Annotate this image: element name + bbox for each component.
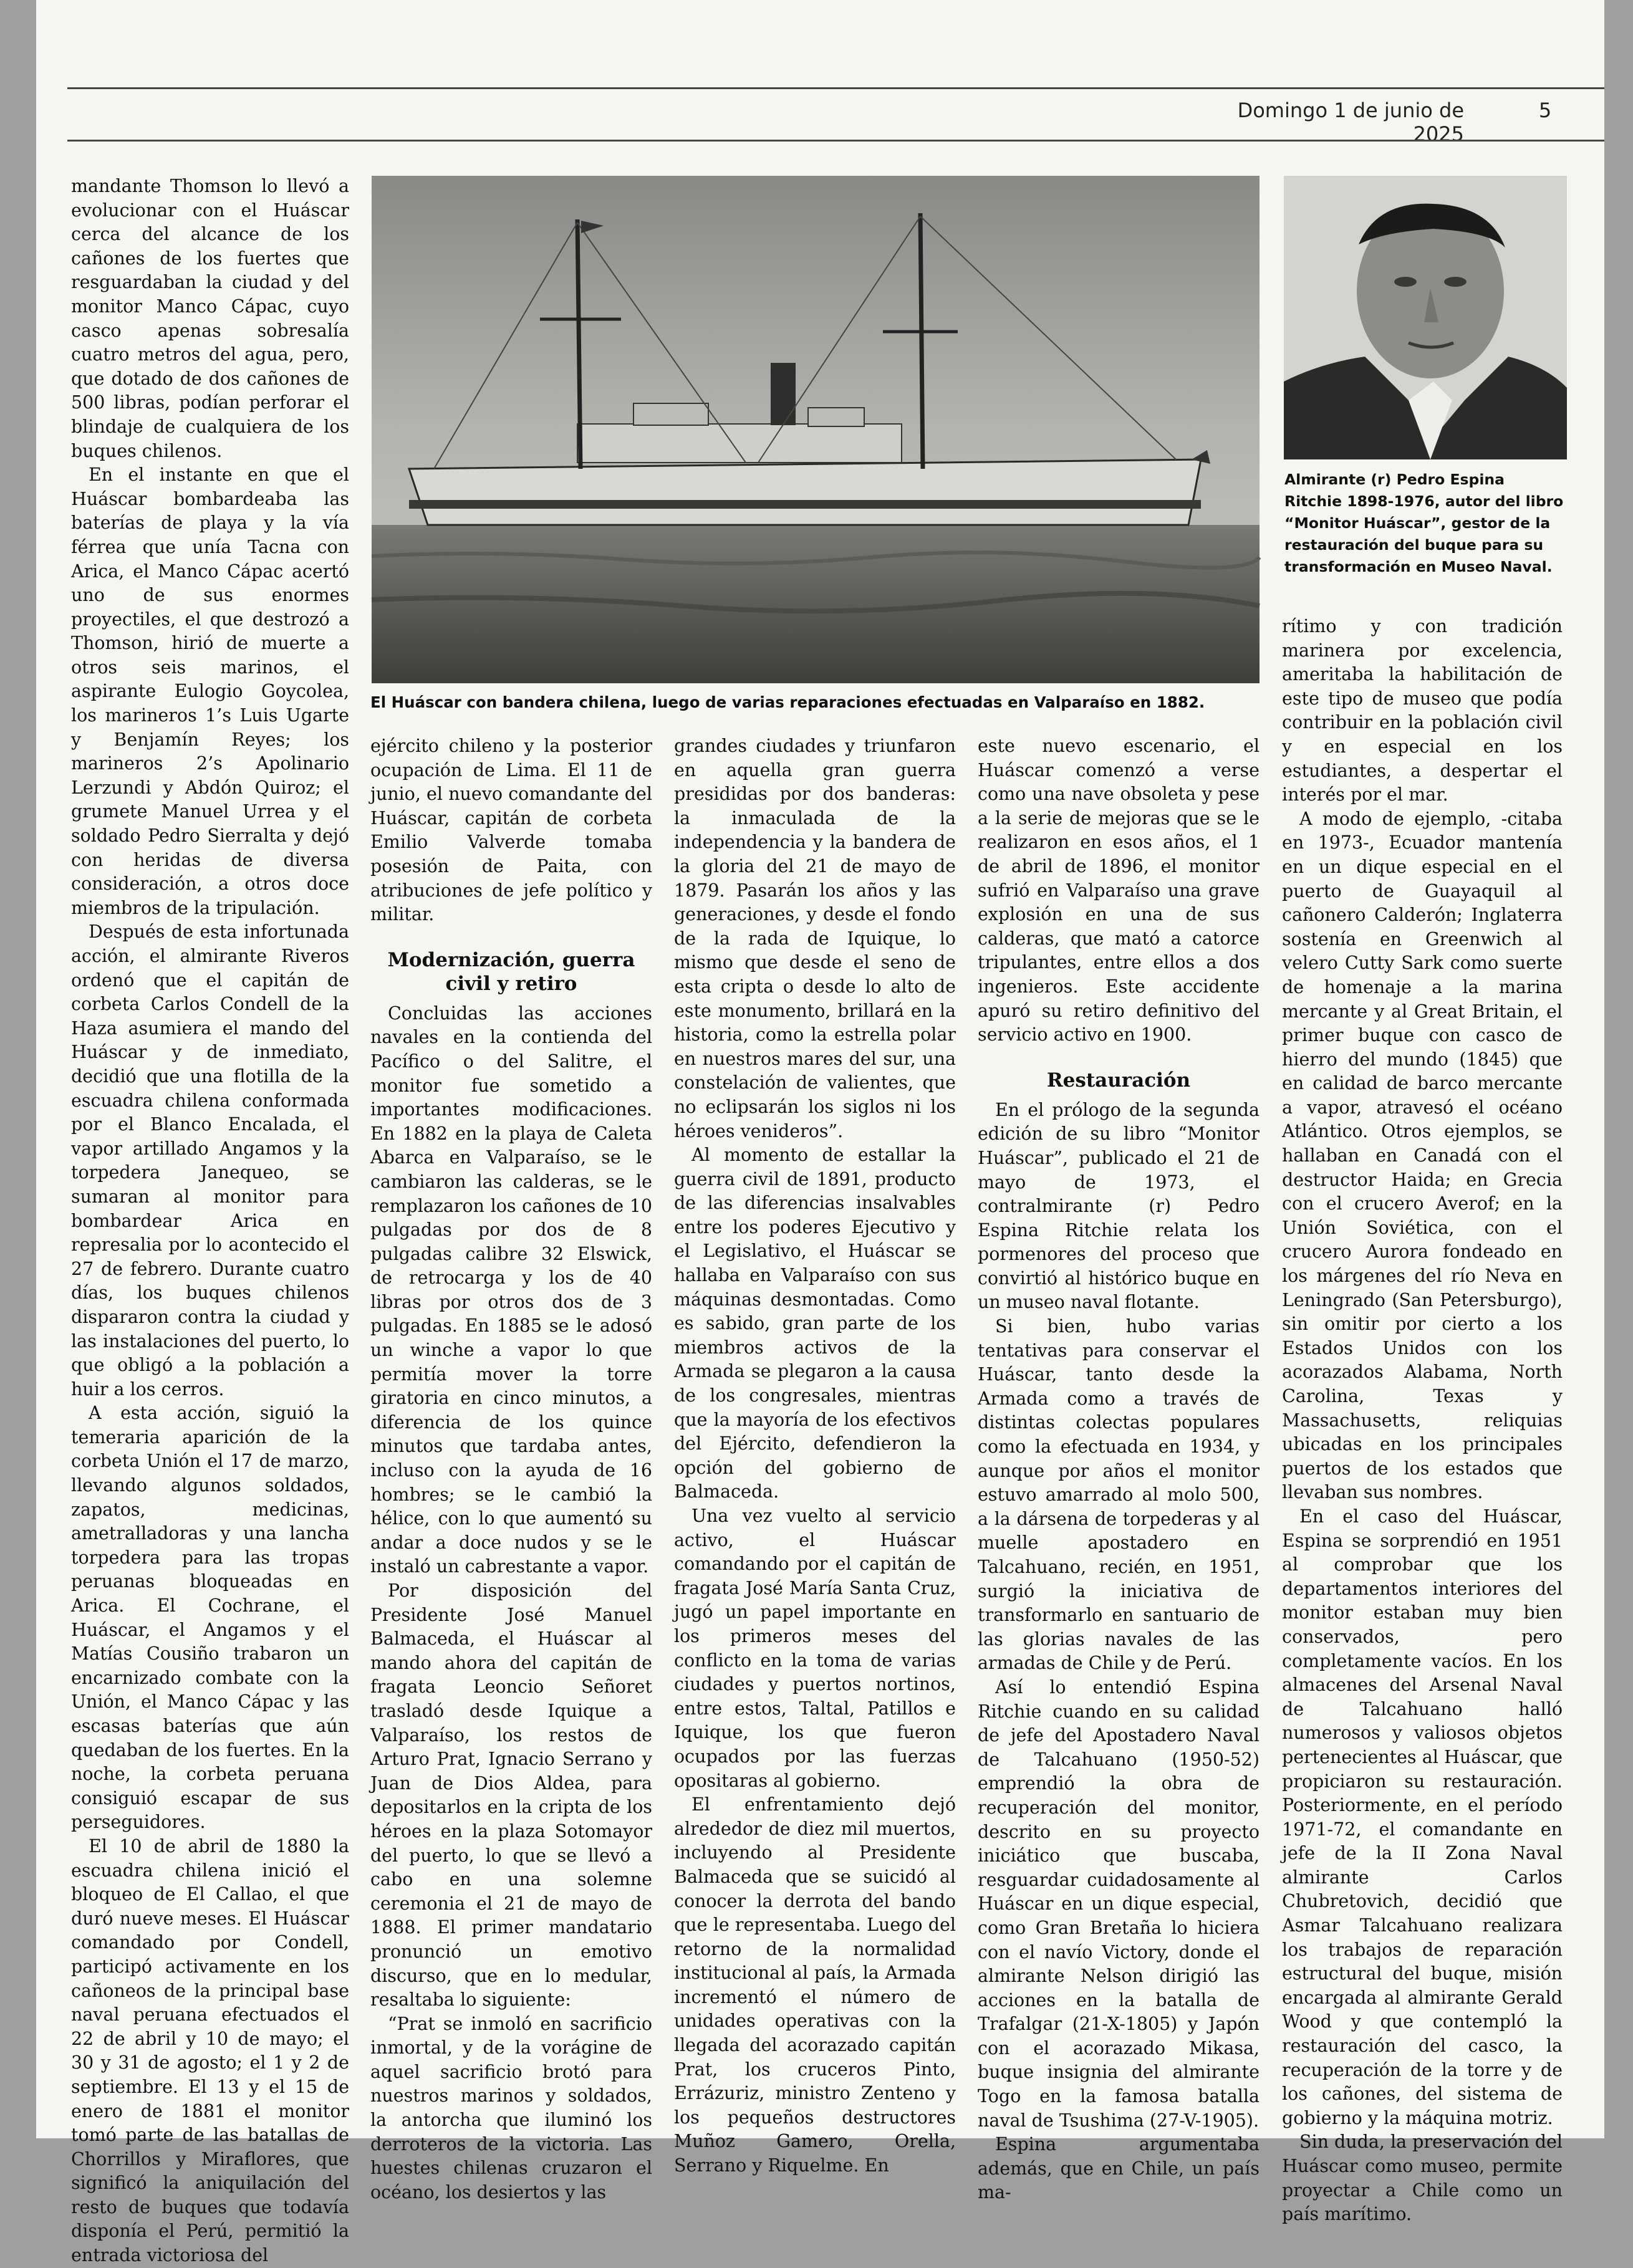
article-column-4 xyxy=(978,734,1260,2203)
article-column-2 xyxy=(370,734,652,2203)
paragraph: Espina argumentaba además, que en Chile, un país ma- xyxy=(978,2134,1260,2203)
paragraph: El enfrentamiento dejó alrededor de diez mil muertos, incluyendo al Presidente Balmaceda que se suicidó al conocer la derrota del bando que le representaba. Luego del retorno de la normalidad institucional al país, la Armada incrementó el número de unidades operativas con la llegada del acorazado capitán Prat, los cruceros Pinto, Errázuriz, ministro Zenteno y los pequeños destructores Muñoz Gamero, Orella, Serrano y Riquelme. En xyxy=(674,1794,956,2176)
paragraph: Después de esta infortunada acción, el almirante Riveros ordenó que el capitán de corbeta Carlos Condell de la Haza asumiera el mando del Huáscar y de inmediato, decidió que una flotilla de la escuadra chilena conformada por el Blanco Encalada, el vapor artillado Angamos y la torpedera Janequeo, se sumaran al monitor para bombardear Arica en represalia por lo acontecido el 27 de febrero. Durante cuatro días, los buques chilenos dispararon contra la ciudad y las instalaciones del puerto, lo que obligó a la población a huir a los cerros. xyxy=(71,921,349,1400)
article-column-1 xyxy=(71,175,349,2266)
paragraph: El 10 de abril de 1880 la escuadra chilena inició el bloqueo de El Callao, el que duró nueve meses. El Huáscar comandado por Condell, participó activamente en los cañoneos de la principal base naval peruana efectuados el 22 de abril y 10 de mayo; el 30 y 31 de agosto; el 1 y 2 de septiembre. El 13 y el 15 de enero de 1881 el monitor tomó parte de las batallas de Chorrillos y Miraflores, que significó la aniquilación del resto de buques que todavía disponía el Perú, permitió la entrada victoriosa del xyxy=(71,1835,349,2266)
paragraph: este nuevo escenario, el Huáscar comenzó a verse como una nave obsoleta y pese a la serie de mejoras que se le realizaron en esos años, el 1 de abril de 1896, el monitor sufrió en Valparaíso una grave explosión en una de sus calderas, que mató a catorce tripulantes, entre ellos a dos ingenieros. Este accidente apuró su retiro definitivo del servicio activo en 1900. xyxy=(978,736,1260,1045)
section-subhead-modernizacion: Modernización, guerra civil y retiro xyxy=(387,948,635,995)
paragraph: Al momento de estallar la guerra civil de 1891, producto de las diferencias insalvables entre los poderes Ejecutivo y el Legislativo, el Huáscar se hallaba en Valparaíso con sus máquinas desmontadas. Como es sabido, gran parte de los miembros activos de la Armada se plegaron a la causa de los congresales, mientras que la mayoría de los efectivos del Ejército, defendieron la opción del gobierno de Balmaceda. xyxy=(674,1145,956,1502)
newspaper-page xyxy=(36,0,1604,2266)
article-column-3 xyxy=(674,734,956,2176)
article-column-5 xyxy=(1282,615,1563,2225)
paragraph: Si bien, hubo varias tentativas para conservar el Huáscar, tanto desde la Armada como a través de distintas colectas populares como la efectuada en 1934, y aunque por años el monitor estuvo amarrado al molo 500, a la dársena de torpederas y al muelle apostadero en Talcahuano, recién, en 1951, surgió la iniciativa de transformarlo en santuario de las glorias navales de las armadas de Chile y de Perú. xyxy=(978,1316,1260,1674)
paragraph: Sin duda, la preservación del Huáscar como museo, permite proyectar a Chile como un país marítimo. xyxy=(1282,2131,1563,2225)
paragraph: Así lo entendió Espina Ritchie cuando en su calidad de jefe del Apostadero Naval de Talcahuano (1950-52) emprendió la obra de recuperación del monitor, descrito en su proyecto iniciático que buscaba, resguardar cuidadosamente al Huáscar en un dique especial, como Gran Bretaña lo hiciera con el navío Victory, donde el almirante Nelson dirigió las acciones en la batalla de Trafalgar (21-X-1805) y Japón con el acorazado Mikasa, buque insignia del almirante Togo en la famosa batalla naval de Tsushima (27-V-1905). xyxy=(978,1676,1260,2131)
top-rule xyxy=(67,87,1604,89)
paragraph: mandante Thomson lo llevó a evolucionar con el Huáscar cerca del alcance de los cañones de los fuertes que resguardaban la ciudad y del monitor Manco Cápac, cuyo casco apenas sobresalía cuatro metros del agua, pero, que dotado de dos cañones de 500 libras, podían perforar el blindaje de cualquiera de los buques chilenos. xyxy=(71,176,349,461)
paragraph: rítimo y con tradición marinera por excelencia, ameritaba la habilitación de este tipo de museo que podía contribuir en la población civil y en especial en los estudiantes, a despertar el interés por el mar. xyxy=(1282,616,1563,805)
paragraph: grandes ciudades y triunfaron en aquella gran guerra presididas por dos banderas: la inmaculada de la independencia y la bandera de la gloria del 21 de mayo de 1879. Pasarán los años y las generaciones, y desde el fondo de la rada de Iquique, lo mismo que desde el seno de esta cripta o desde lo alto de este monumento, brillará en la historia, como la estrella polar en nuestros mares del sur, una constelación de valientes, que no eclipsarán los siglos ni los héroes venideros”. xyxy=(674,736,956,1141)
ship-photo-caption: El Huáscar con bandera chilena, luego de varias reparaciones efectuadas en Valparaíso en 1882. xyxy=(370,693,1205,711)
portrait-photo xyxy=(1284,176,1567,459)
portrait-photo-caption: Almirante (r) Pedro Espina Ritchie 1898-1976, autor del libro “Monitor Huáscar”, gestor de la restauración del buque para su transformación en Museo Naval. xyxy=(1284,471,1564,575)
paragraph: En el caso del Huáscar, Espina se sorprendió en 1951 al comprobar que los departamentos interiores del monitor estaban muy bien conservados, pero completamente vacíos. En los almacenes del Arsenal Naval de Talcahuano halló numerosos y valiosos objetos pertenecientes al Huáscar, que propiciaron su restauración. Posteriormente, en el período 1971-72, el comandante en jefe de la II Zona Naval almirante Carlos Chubretovich, decidió que Asmar Talcahuano realizara los trabajos de reparación estructural del buque, misión encargada al almirante Gerald Wood y que contempló la restauración del casco, la recuperación de la torre y de los cañones, del sistema de gobierno y la máquina motriz. xyxy=(1282,1506,1563,2128)
paragraph: A esta acción, siguió la temeraria aparición de la corbeta Unión el 17 de marzo, llevando algunos soldados, zapatos, medicinas, ametralladoras y una lancha torpedera para las tropas peruanas bloqueadas en Arica. El Cochrane, el Huáscar, el Angamos y el Matías Cousiño trabaron un encarnizado combate con la Unión, el Manco Cápac y las escasas baterías que aún quedaban de los fuertes. En la noche, la corbeta peruana consiguió escapar de sus perseguidores. xyxy=(71,1403,349,1833)
ship-photo xyxy=(372,176,1260,683)
header-rule xyxy=(67,140,1604,142)
page-number: 5 xyxy=(1538,99,1552,122)
paragraph: “Prat se inmoló en sacrificio inmortal, y de la vorágine de aquel sacrificio brotó para nuestros marinos y soldados, la antorcha que iluminó los derroteros de la victoria. Las huestes chilenas cruzaron el océano, los desiertos y las xyxy=(370,2013,652,2203)
paragraph: Concluidas las acciones navales en la contienda del Pacífico o del Salitre, el monitor fue sometido a importantes modificaciones. En 1882 en la playa de Caleta Abarca en Valparaíso, se le cambiaron las calderas, se le remplazaron los cañones de 10 pulgadas por dos de 8 pulgadas calibre 32 Elswick, de retrocarga y los de 40 libras por otros dos de 3 pulgadas. En 1885 se le adosó un winche a vapor lo que permitía mover la torre giratoria en cinco minutos, a diferencia de los quince minutos que tardaba antes, incluso con la ayuda de 16 hombres; se le cambió la hélice, con lo que aumentó su andar a doce nudos y se le instaló un cabrestante a vapor. xyxy=(370,1002,652,1577)
paragraph: En el instante en que el Huáscar bombardeaba las baterías de playa y la vía férrea que unía Tacna con Arica, el Manco Cápac acertó uno de sus enormes proyectiles, el que destrozó a Thomson, hirió de muerte a otros seis marinos, el aspirante Eulogio Goycolea, los marineros 1’s Luis Ugarte y Benjamín Reyes; los marineros 2’s Apolinario Lerzundi y Abdón Quiroz; el grumete Manuel Urrea y el soldado Pedro Sierralta y dejó con heridas de diversa consideración, a otros doce miembros de la tripulación. xyxy=(71,464,349,918)
paragraph: A modo de ejemplo, -citaba en 1973-, Ecuador mantenía en un dique especial en el puerto de Guayaquil al cañonero Calderón; Inglaterra sostenía en Greenwich al velero Cutty Sark como suerte de homenaje a la marina mercante y al Great Britain, el primer buque con casco de hierro del mundo (1845) que en calidad de barco mercante a vapor, atravesó el océano Atlántico. Otros ejemplos, se hallaban en Canadá con el destructor Haida; en Grecia con el crucero Averof; en la Unión Soviética, con el crucero Aurora fondeado en los márgenes del río Neva en Leningrado (San Petersburgo), sin omitir por cierto a los Estados Unidos con los acorazados Alabama, North Carolina, Texas y Massachusetts, reliquias ubicadas en los principales puertos de los estados que llevaban sus nombres. xyxy=(1282,808,1563,1503)
section-subhead-restauracion: Restauración xyxy=(1046,1069,1191,1092)
paragraph: Por disposición del Presidente José Manuel Balmaceda, el Huáscar al mando ahora del capitán de fragata Leoncio Señoret trasladó desde Iquique a Valparaíso, los restos de Arturo Prat, Ignacio Serrano y Juan de Dios Aldea, para depositarlos en la cripta de los héroes en la plaza Sotomayor del puerto, lo que se llevó a cabo en una solemne ceremonia el 21 de mayo de 1888. El primer mandatario pronunció un emotivo discurso, que en lo medular, resaltaba lo siguiente: xyxy=(370,1580,652,2011)
paragraph: Una vez vuelto al servicio activo, el Huáscar comandando por el capitán de fragata José María Santa Cruz, jugó un papel importante en los primeros meses del conflicto en la toma de varias ciudades y puertos nortinos, entre estos, Taltal, Patillos e Iquique, los que fueron ocupados por las fuerzas opositaras al gobierno. xyxy=(674,1506,956,1791)
paragraph: ejército chileno y la posterior ocupación de Lima. El 11 de junio, el nuevo comandante del Huáscar, capitán de corbeta Emilio Valverde tomaba posesión de Paita, con atribuciones de jefe político y militar. xyxy=(370,736,652,925)
header-date: Domingo 1 de junio de 2025 xyxy=(1237,99,1464,146)
paragraph: En el prólogo de la segunda edición de su libro “Monitor Huáscar”, publicado el 21 de mayo de 1973, el contralmirante (r) Pedro Espina Ritchie relata los pormenores del proceso que convirtió al histórico buque en un museo naval flotante. xyxy=(978,1099,1260,1313)
